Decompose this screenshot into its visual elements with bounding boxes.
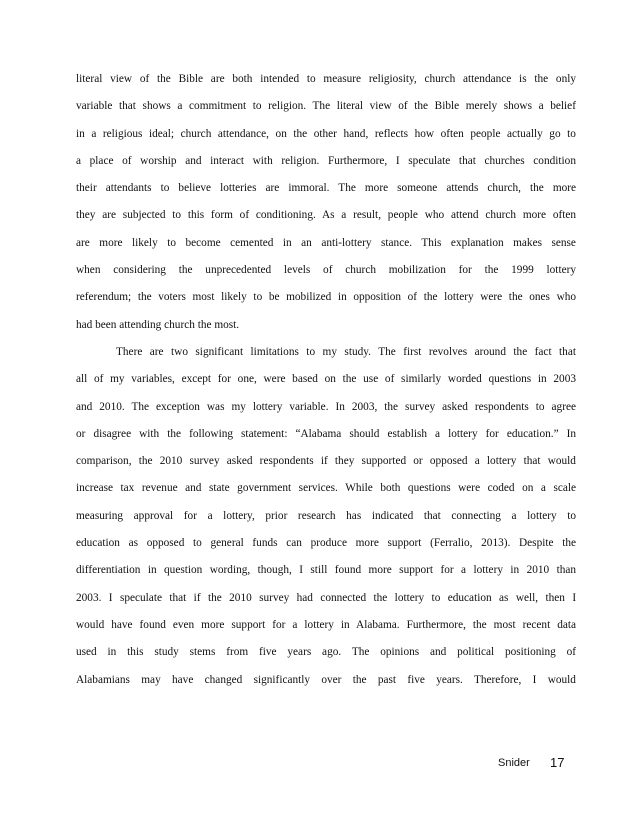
text-line: used in this study stems from five years ago. The opinions and political positioning of — [76, 646, 576, 659]
text-line: increase tax revenue and state government services. While both questions were coded on a scale — [76, 482, 576, 495]
text-line: variable that shows a commitment to religion. The literal view of the Bible merely shows a belief — [76, 100, 576, 113]
text-line: literal view of the Bible are both intended to measure religiosity, church attendance is the only — [76, 73, 576, 85]
text-line: comparison, the 2010 survey asked respondents if they supported or opposed a lottery that would — [76, 455, 576, 468]
text-line: they are subjected to this form of conditioning. As a result, people who attend church more often — [76, 209, 576, 222]
text-line: would have found even more support for a lottery in Alabama. Furthermore, the most recent data — [76, 618, 576, 631]
text-line: had been attending church the most. — [76, 318, 240, 331]
text-line: measuring approval for a lottery, prior research has indicated that connecting a lottery to — [76, 509, 576, 522]
body-text — [76, 66, 576, 694]
text-line: are more likely to become cemented in an anti-lottery stance. This explanation makes sense — [76, 236, 576, 249]
page-number: 17 — [550, 755, 565, 770]
text-line: education as opposed to general funds can produce more support (Ferralio, 2013). Despite the — [76, 537, 576, 550]
text-line: when considering the unprecedented levels of church mobilization for the 1999 lottery — [76, 264, 576, 277]
text-line: their attendants to believe lotteries are immoral. The more someone attends church, the more — [76, 182, 576, 195]
text-line: in a religious ideal; church attendance, on the other hand, reflects how often people actually go to — [76, 127, 576, 140]
running-head-author: Snider — [498, 757, 530, 769]
text-line: and 2010. The exception was my lottery variable. In 2003, the survey asked respondents to agree — [76, 400, 576, 413]
text-line: differentiation in question wording, though, I still found more support for a lottery in 2010 than — [76, 564, 576, 577]
page-footer — [478, 754, 598, 774]
text-line: Alabamians may have changed significantly over the past five years. Therefore, I would — [76, 673, 576, 686]
text-line: 2003. I speculate that if the 2010 survey had connected the lottery to education as well, then I — [76, 591, 576, 604]
paragraph-first-line: There are two significant limitations to my study. The first revolves around the fact that — [116, 345, 576, 358]
text-line: referendum; the voters most likely to be mobilized in opposition of the lottery were the ones who — [76, 291, 576, 304]
text-line: all of my variables, except for one, were based on the use of similarly worded questions in 2003 — [76, 373, 576, 386]
text-line: a place of worship and interact with religion. Furthermore, I speculate that churches condition — [76, 154, 576, 167]
text-line: or disagree with the following statement: “Alabama should establish a lottery for education.” In — [76, 427, 576, 440]
